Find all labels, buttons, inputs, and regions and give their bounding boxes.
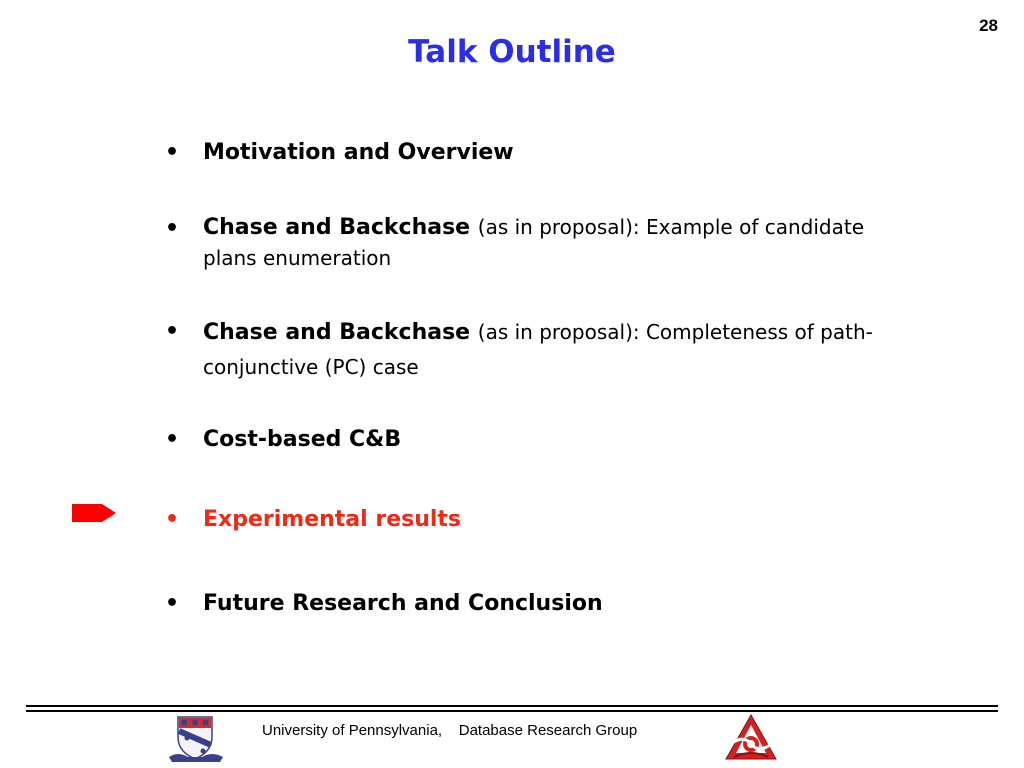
outline-item-note: (as in proposal) — [477, 215, 633, 239]
outline-item-future-research — [165, 587, 895, 620]
slide-title: Talk Outline — [408, 34, 616, 70]
outline-item-motivation — [165, 136, 895, 169]
outline-item-text: Cost-based C&B — [203, 427, 402, 452]
footer-rule-top — [26, 705, 998, 707]
bullet: • — [165, 591, 180, 616]
bullet: • — [165, 507, 180, 532]
bullet: • — [165, 427, 180, 452]
outline-item-text: Motivation and Overview — [203, 140, 514, 165]
outline-item-text: Future Research and Conclusion — [203, 591, 603, 616]
outline-item-experimental-results — [165, 503, 895, 536]
bullet: • — [165, 216, 180, 241]
university-shield-logo — [168, 715, 224, 763]
database-group-logo — [724, 713, 778, 763]
bullet: • — [165, 140, 180, 165]
outline-item-note: (as in proposal) — [477, 320, 633, 344]
outline-item-detail: : Completeness of path-conjunctive (PC) case — [203, 320, 873, 379]
outline-item-text: Experimental results — [203, 507, 462, 532]
footer-text: University of Pennsylvania, Database Research Group — [262, 722, 638, 739]
outline-item-chase-enumeration — [165, 212, 895, 274]
outline-item-detail: : Example of candidate plans enumeration — [203, 215, 865, 270]
footer-rule-bottom — [26, 710, 998, 712]
outline-item-chase-completeness — [165, 315, 895, 385]
outline-item-text: Chase and Backchase — [203, 320, 478, 345]
current-topic-arrow-icon — [72, 504, 116, 522]
bullet: • — [165, 319, 180, 344]
outline-item-text: Chase and Backchase — [203, 215, 478, 240]
slide-number: 28 — [979, 16, 998, 35]
outline-item-cost-based — [165, 423, 895, 456]
